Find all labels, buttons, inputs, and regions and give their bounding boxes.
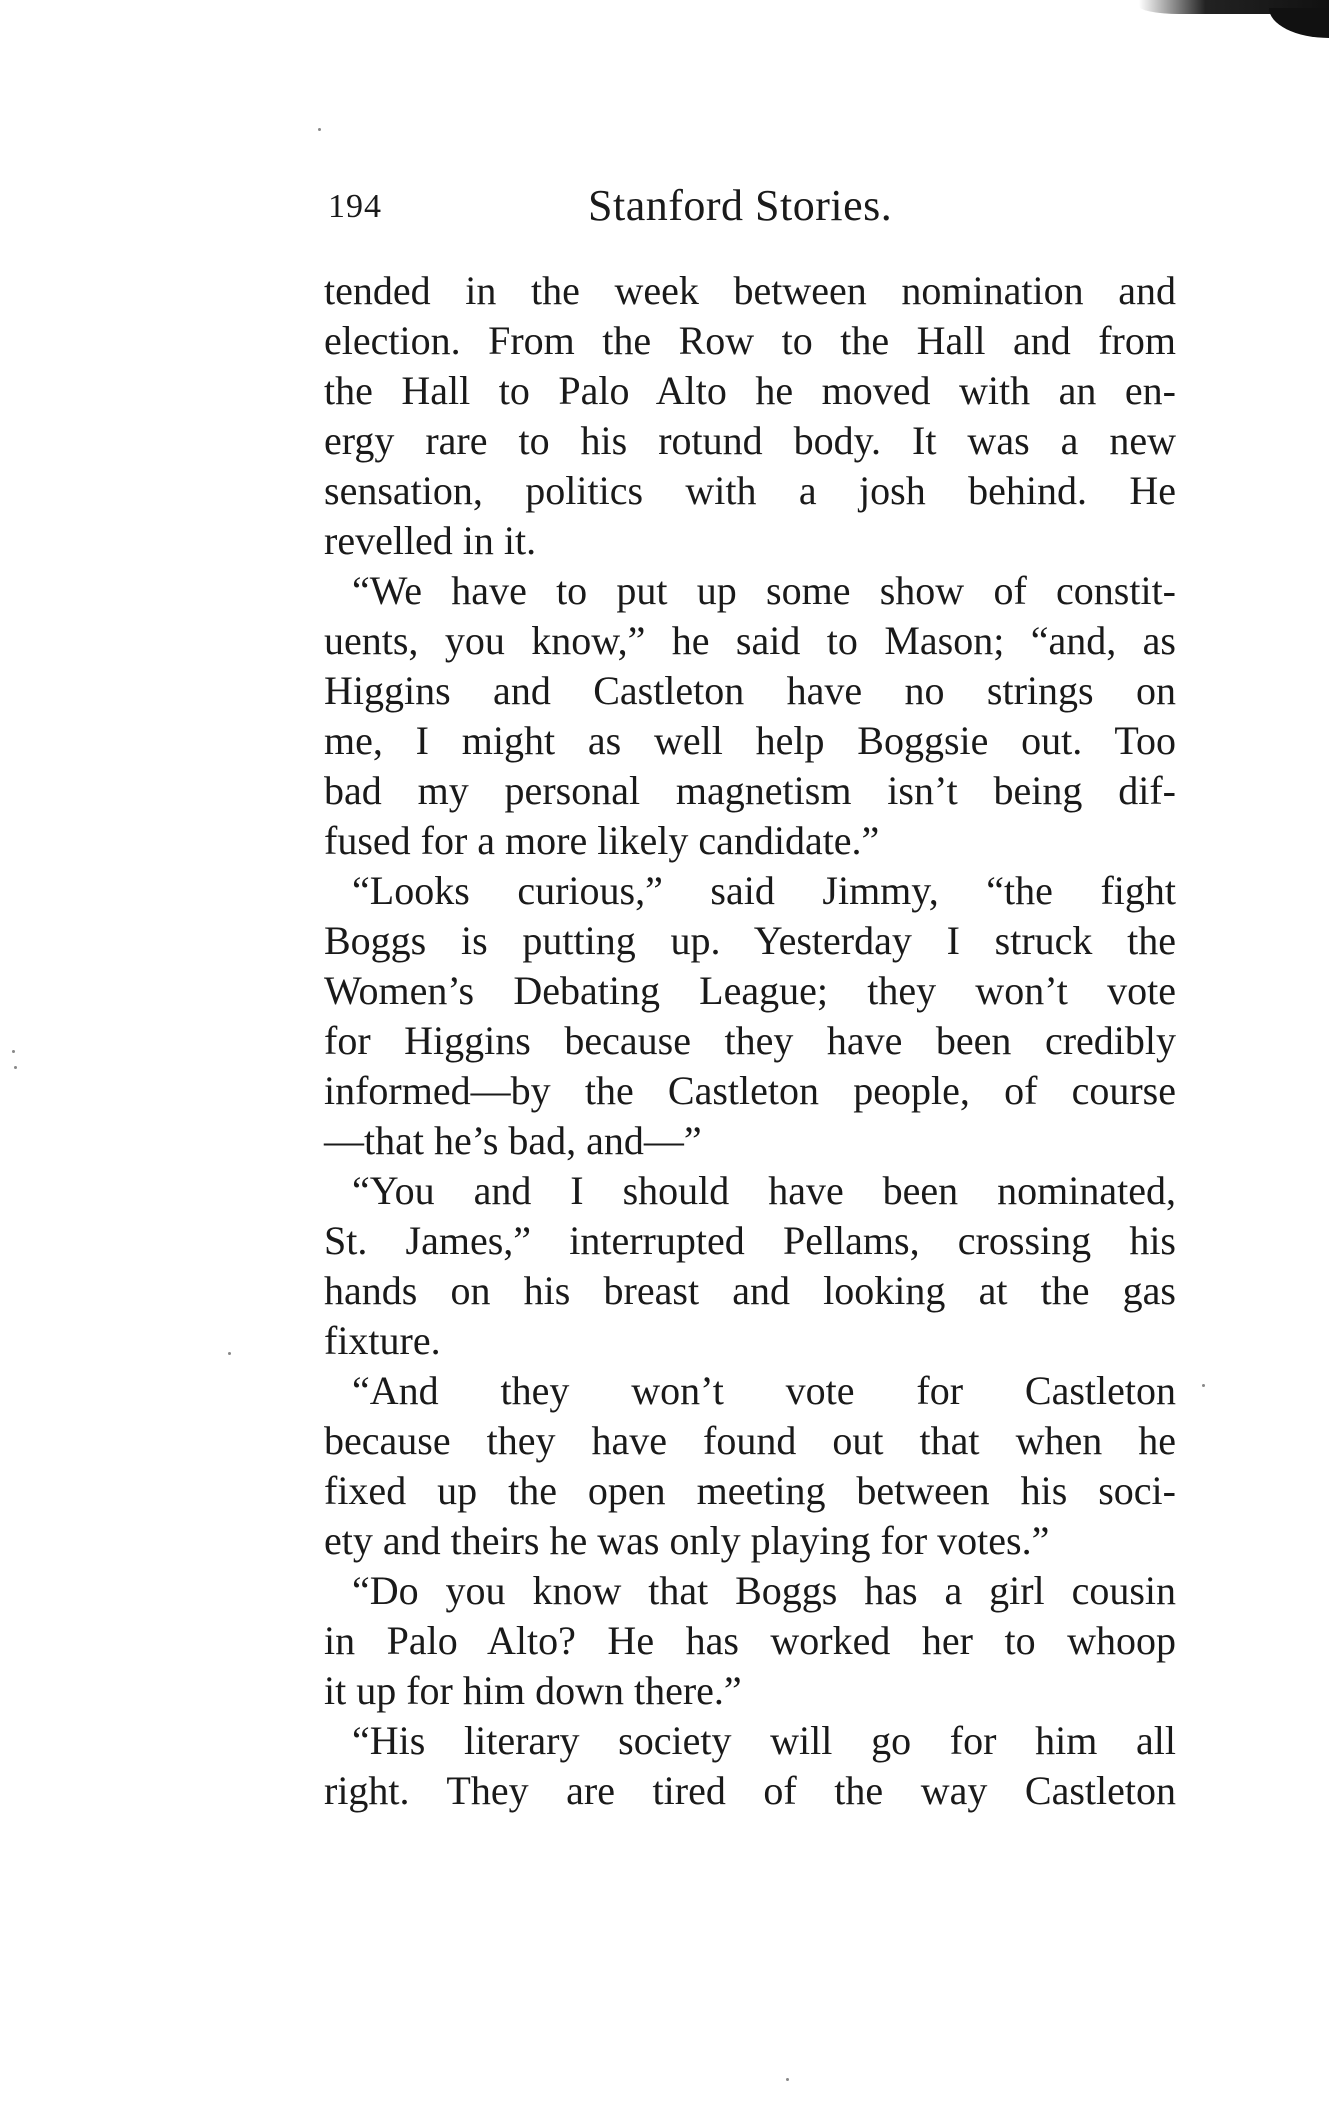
scan-speck [12, 1050, 15, 1053]
scan-speck [228, 1352, 231, 1355]
text-line: “You and I should have been nominated, [352, 1168, 1176, 1213]
text-line: right. They are tired of the way Castleton [324, 1768, 1176, 1813]
text-line: sensation, politics with a josh behind. He [324, 468, 1176, 513]
text-line: ergy rare to his rotund body. It was a new [324, 418, 1176, 463]
text-line: informed—by the Castleton people, of course [324, 1068, 1176, 1113]
text-line: it up for him down there.” [324, 1668, 742, 1713]
text-line: St. James,” interrupted Pellams, crossing his [324, 1218, 1176, 1263]
text-line: election. From the Row to the Hall and from [324, 318, 1176, 363]
text-line: for Higgins because they have been credibly [324, 1018, 1176, 1063]
page-number: 194 [328, 188, 382, 225]
page-header [328, 180, 1168, 236]
text-line: “Do you know that Boggs has a girl cousin [352, 1568, 1176, 1613]
text-line: Higgins and Castleton have no strings on [324, 668, 1176, 713]
text-line: hands on his breast and looking at the gas [324, 1268, 1176, 1313]
text-line: “We have to put up some show of constit- [352, 568, 1176, 613]
text-line: “And they won’t vote for Castleton [352, 1368, 1176, 1413]
scan-speck [14, 1066, 17, 1069]
text-line: bad my personal magnetism isn’t being dif- [324, 768, 1176, 813]
running-title: Stanford Stories. [588, 181, 893, 230]
scan-speck [1202, 1384, 1205, 1387]
text-line: fixed up the open meeting between his soci- [324, 1468, 1176, 1513]
text-line: the Hall to Palo Alto he moved with an en- [324, 368, 1176, 413]
scan-edge-corner [1269, 8, 1329, 38]
text-line: because they have found out that when he [324, 1418, 1176, 1463]
text-line: Boggs is putting up. Yesterday I struck the [324, 918, 1176, 963]
text-line: —that he’s bad, and—” [324, 1118, 702, 1163]
text-line: in Palo Alto? He has worked her to whoop [324, 1618, 1176, 1663]
scan-speck [786, 2078, 789, 2081]
body-text [324, 266, 1176, 1816]
text-line: fused for a more likely candidate.” [324, 818, 880, 863]
text-line: me, I might as well help Boggsie out. Too [324, 718, 1176, 763]
scan-speck [318, 128, 321, 131]
text-line: tended in the week between nomination and [324, 268, 1176, 313]
text-line: uents, you know,” he said to Mason; “and, as [324, 618, 1176, 663]
text-line: Women’s Debating League; they won’t vote [324, 968, 1176, 1013]
text-line: “His literary society will go for him all [352, 1718, 1176, 1763]
text-line: “Looks curious,” said Jimmy, “the fight [352, 868, 1176, 913]
text-line: ety and theirs he was only playing for votes.” [324, 1518, 1050, 1563]
text-line: revelled in it. [324, 518, 537, 563]
text-line: fixture. [324, 1318, 441, 1363]
